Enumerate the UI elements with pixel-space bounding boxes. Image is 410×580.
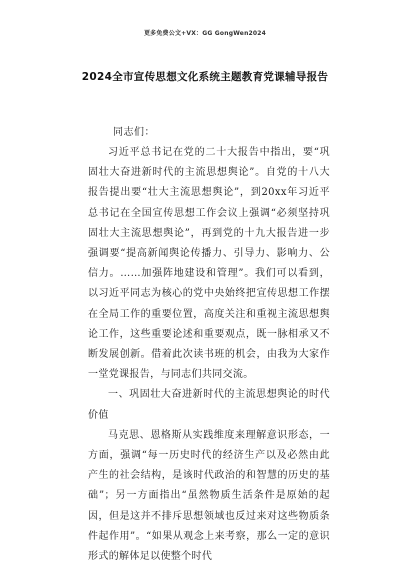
paragraph-marx-engels: 马克思、恩格斯从实践维度来理解意识形态，一方面，强调“每一历史时代的经济生产以及必然由此产生的社会结构，是该时代政治的和智慧的历史的基础”；另一方面指出“虽然物质生活条件是原始的起因，但是这并不排斥思想领域也反过来对这些物质条件起作用”。“如果从观念上来考察，那么一定的意识形式的解体足以使整个时代 [88, 429, 330, 563]
document-body [88, 143, 330, 567]
salutation: 同志们： [113, 127, 155, 138]
header-note: 更多免费公文+VX：GG GongWen2024 [143, 30, 267, 37]
paragraph-intro: 习近平总书记在党的二十大报告中指出，要“巩固壮大奋进新时代的主流思想舆论”。自党的十八大报告提出要“壮大主流思想舆论”，到20xx年习近平总书记在全国宣传思想工作会议上强调“必须坚持巩固壮大主流思想舆论”，再到党的十九大报告进一步强调要“提高新闻舆论传播力、引导力、影响力、公信力。……加强阵地建设和管理”。我们可以看到，以习近平同志为核心的党中央始终把宣传思想工作摆在全局工作的重要位置，高度关注和重视主流思想舆论工作，这些重要论述和重要观点，既一脉相承又不断发展创新。借着此次读书班的机会，由我为大家作一堂党课报告，与同志们共同交流。 [88, 147, 330, 381]
section-heading: 一、巩固壮大奋进新时代的主流思想舆论的时代价值 [88, 389, 330, 421]
document-title: 2024全市宣传思想文化系统主题教育党课辅导报告 [81, 71, 329, 83]
